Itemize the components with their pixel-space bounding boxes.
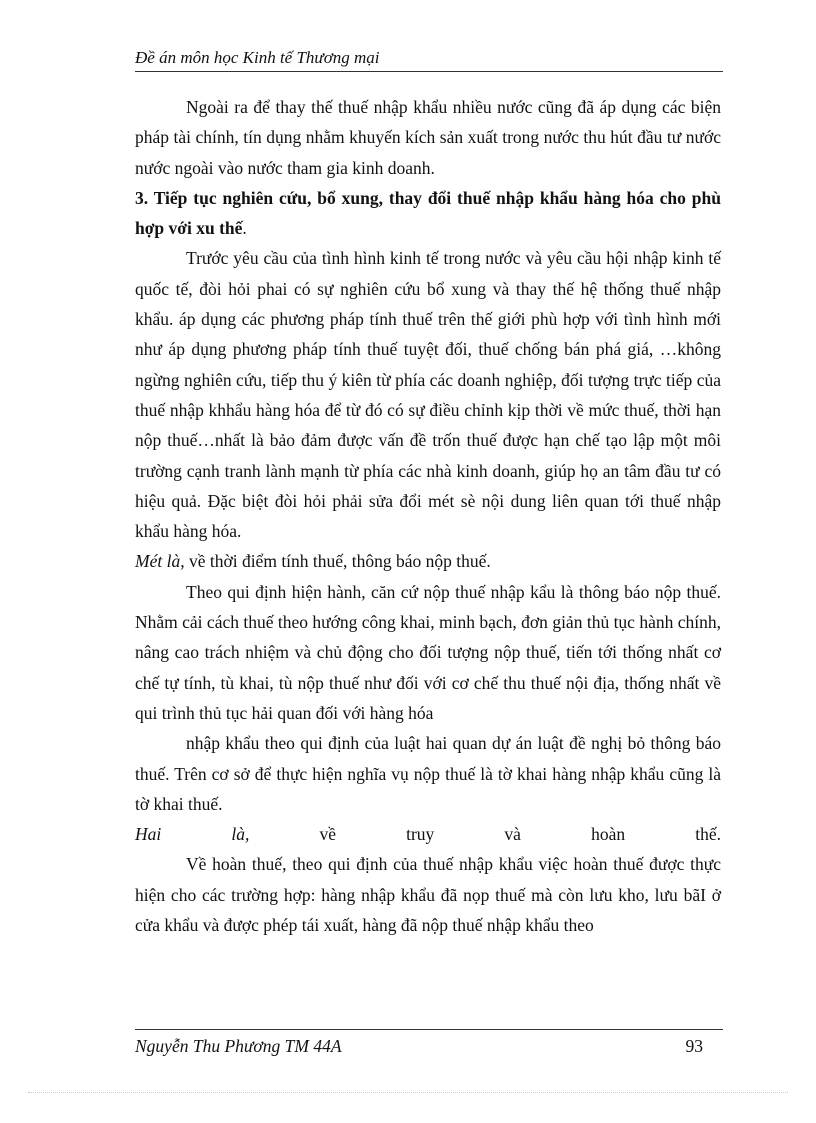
page-bottom-dotted-line [28,1092,788,1093]
page-footer [135,1036,703,1057]
section-heading-3-text: 3. Tiếp tục nghiên cứu, bổ xung, thay đổi thuế nhập khẩu hàng hóa cho phù hợp với xu thế [135,187,721,239]
paragraph-2: Trước yêu cầu của tình hình kinh tế trong nước và yêu cầu hội nhập kinh tế quốc tế, đòi hỏi phai có sự nghiên cứu bổ xung và thay thế hệ thống thuế nhập khẩu. áp dụng các phương pháp tính thuế trên thế giới phù hợp với tình hình mới như áp dụng phương pháp tính thuế tuyệt đối, thuế chống bán phá giá, …không ngừng nghiên cứu, tiếp thu ý kiên từ phía các doanh nghiệp, đối tượng trực tiếp của thuế nhập khhẩu hàng hóa để từ đó có sự điều chỉnh kịp thời về mức thuế, thời hạn nộp thuế…nhất là bảo đảm được vấn đề trốn thuế được hạn chế tạo lập một môi trường cạnh tranh lành mạnh từ phía các nhà kinh doanh, giúp họ an tâm đầu tư có hiệu quả. Đặc biệt đòi hỏi phải sửa đổi mét sè nội dung liên quan tới thuế nhập khẩu hàng hóa. [135,248,721,542]
footer-author: Nguyễn Thu Phương TM 44A [135,1036,342,1056]
paragraph-5: nhập khẩu theo qui định của luật hai quan dự án luật đề nghị bỏ thông báo thuế. Trên cơ sở để thực hiện nghĩa vụ nộp thuế là tờ khai hàng nhập khẩu cũng là tờ khai thuế. [135,733,721,814]
section-heading-3-period: . [242,218,247,239]
paragraph-3-lead: Mét là, [135,551,185,572]
paragraph-6-word: truy [406,824,435,845]
paragraph-6-word: hoàn [591,824,626,845]
paragraph-6-word: Hai [135,824,162,845]
paragraph-6 [135,819,721,849]
footer-divider [135,1029,723,1030]
section-heading-3 [135,183,721,244]
page-header-title: Đề án môn học Kinh tế Thương mại [135,48,380,67]
paragraph-3 [135,546,721,576]
paragraph-6-word: và [504,824,521,845]
paragraph-7: Về hoàn thuế, theo qui định của thuế nhập khẩu việc hoàn thuế được thực hiện cho các trường hợp: hàng nhập khẩu đã nọp thuế mà còn lưu kho, lưu bãI ở cửa khẩu và được phép tái xuất, hàng đã nộp thuế nhập khẩu theo [135,854,721,936]
paragraph-1: Ngoài ra để thay thế thuế nhập khẩu nhiều nước cũng đã áp dụng các biện pháp tài chính, tín dụng nhằm khuyến kích sản xuất trong nước thu hút đầu tư nước nước ngoài vào nước tham gia kinh doanh. [135,97,721,178]
document-body [135,92,721,940]
paragraph-6-word: là, [231,824,250,845]
header-divider [135,71,723,72]
paragraph-4: Theo qui định hiện hành, căn cứ nộp thuế nhập kẩu là thông báo nộp thuế. Nhằm cải cách thuế theo hướng công khai, minh bạch, đơn giản thủ tục hành chính, nâng cao trách nhiệm và chủ động cho đối tượng nộp thuế, tiến tới thống nhất cơ chế tự tính, tù khai, tù nộp thuế như đối với cơ chế thu thuế nội địa, thống nhất về qui trình thủ tục hải quan đối với hàng hóa [135,581,721,723]
paragraph-6-word: về [319,824,336,845]
page-number: 93 [685,1036,703,1056]
paragraph-6-word: thế. [695,824,721,845]
paragraph-3-rest: về thời điểm tính thuế, thông báo nộp thuế. [184,551,491,572]
